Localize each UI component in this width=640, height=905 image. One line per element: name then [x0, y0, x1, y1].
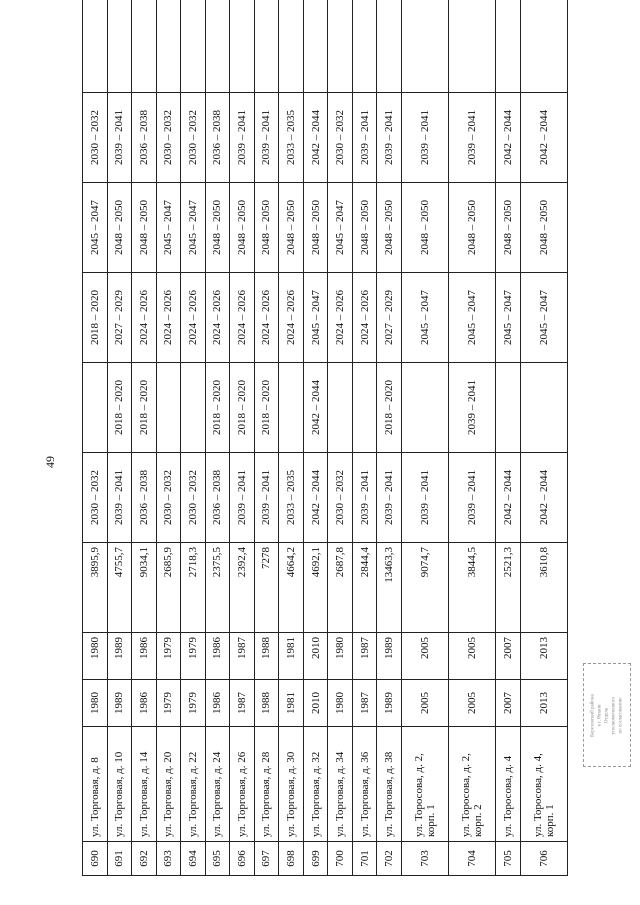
year-built-cell: 1981	[279, 680, 304, 727]
period-3-cell: 2024 – 2026	[279, 273, 304, 363]
period-5-cell: 2039 – 2041	[377, 93, 402, 183]
area-cell: 2718,3	[181, 543, 206, 633]
address-cell: ул. Торговая, д. 10	[107, 727, 132, 842]
period-5-cell: 2042 – 2044	[496, 93, 521, 183]
period-5-cell: 2039 – 2041	[230, 93, 255, 183]
period-5-cell: 2039 – 2041	[352, 93, 377, 183]
area-cell: 13463,3	[377, 543, 402, 633]
stamp	[583, 663, 631, 767]
address-cell: ул. Торговая, д. 20	[156, 727, 181, 842]
row-number-cell: 701	[352, 842, 377, 876]
period-1-cell: 2036 – 2038	[205, 453, 230, 543]
period-3-cell: 2045 – 2047	[303, 273, 328, 363]
period-3-cell: 2027 – 2029	[377, 273, 402, 363]
period-1-cell: 2039 – 2041	[254, 453, 279, 543]
year-built-cell: 1980	[83, 680, 108, 727]
area-cell: 3610,8	[520, 543, 567, 633]
period-1-cell: 2039 – 2041	[377, 453, 402, 543]
year-commissioned-cell: 1989	[377, 633, 402, 680]
period-4-cell: 2048 – 2050	[377, 183, 402, 273]
area-cell: 2844,4	[352, 543, 377, 633]
period-2-cell	[496, 363, 521, 453]
table-rotated-container	[82, 50, 568, 876]
year-built-cell: 1987	[230, 680, 255, 727]
year-built-cell: 1989	[377, 680, 402, 727]
table-row	[401, 0, 448, 876]
stamp-line: Березовский района в г. Рязани	[590, 693, 603, 737]
period-1-cell: 2030 – 2032	[156, 453, 181, 543]
empty-cell	[181, 0, 206, 93]
period-1-cell: 2042 – 2044	[303, 453, 328, 543]
row-number-cell: 703	[401, 842, 448, 876]
year-built-cell: 1989	[107, 680, 132, 727]
empty-cell	[279, 0, 304, 93]
area-cell: 7278	[254, 543, 279, 633]
table-row	[254, 0, 279, 876]
row-number-cell: 705	[496, 842, 521, 876]
period-3-cell: 2024 – 2026	[181, 273, 206, 363]
area-cell: 2685,9	[156, 543, 181, 633]
period-5-cell: 2030 – 2032	[83, 93, 108, 183]
year-built-cell: 2005	[401, 680, 448, 727]
period-2-cell: 2039 – 2041	[449, 363, 496, 453]
year-commissioned-cell: 1979	[181, 633, 206, 680]
table-row	[520, 0, 567, 876]
period-5-cell: 2036 – 2038	[205, 93, 230, 183]
period-4-cell: 2048 – 2050	[132, 183, 157, 273]
address-cell: ул. Торговая, д. 32	[303, 727, 328, 842]
period-4-cell: 2048 – 2050	[107, 183, 132, 273]
year-commissioned-cell: 2005	[449, 633, 496, 680]
page-number: 49	[42, 456, 57, 468]
period-5-cell: 2033 – 2035	[279, 93, 304, 183]
empty-cell	[496, 0, 521, 93]
period-5-cell: 2039 – 2041	[107, 93, 132, 183]
period-2-cell	[181, 363, 206, 453]
empty-cell	[352, 0, 377, 93]
year-built-cell: 2007	[496, 680, 521, 727]
year-built-cell: 1987	[352, 680, 377, 727]
address-cell: ул. Торговая, д. 28	[254, 727, 279, 842]
area-cell: 2687,8	[328, 543, 353, 633]
period-4-cell: 2048 – 2050	[254, 183, 279, 273]
empty-cell	[328, 0, 353, 93]
period-5-cell: 2039 – 2041	[401, 93, 448, 183]
year-built-cell: 1988	[254, 680, 279, 727]
year-commissioned-cell: 1988	[254, 633, 279, 680]
period-5-cell: 2036 – 2038	[132, 93, 157, 183]
period-5-cell: 2042 – 2044	[303, 93, 328, 183]
empty-cell	[449, 0, 496, 93]
period-3-cell: 2024 – 2026	[132, 273, 157, 363]
period-3-cell: 2045 – 2047	[496, 273, 521, 363]
year-commissioned-cell: 2010	[303, 633, 328, 680]
table-row	[377, 0, 402, 876]
row-number-cell: 690	[83, 842, 108, 876]
empty-cell	[401, 0, 448, 93]
stamp-text	[590, 692, 625, 738]
period-2-cell: 2018 – 2020	[205, 363, 230, 453]
address-cell: ул. Торговая, д. 8	[83, 727, 108, 842]
year-built-cell: 2005	[449, 680, 496, 727]
address-cell: ул. Торосова, д. 4	[496, 727, 521, 842]
year-commissioned-cell: 2013	[520, 633, 567, 680]
year-commissioned-cell: 1987	[352, 633, 377, 680]
period-1-cell: 2042 – 2044	[520, 453, 567, 543]
year-commissioned-cell: 1979	[156, 633, 181, 680]
year-commissioned-cell: 1987	[230, 633, 255, 680]
period-4-cell: 2048 – 2050	[352, 183, 377, 273]
period-2-cell	[83, 363, 108, 453]
period-5-cell: 2039 – 2041	[254, 93, 279, 183]
period-2-cell: 2042 – 2044	[303, 363, 328, 453]
stamp-line: по согласованию	[618, 697, 624, 733]
address-cell: ул. Торговая, д. 14	[132, 727, 157, 842]
period-2-cell	[328, 363, 353, 453]
period-1-cell: 2033 – 2035	[279, 453, 304, 543]
table-row	[156, 0, 181, 876]
period-2-cell	[156, 363, 181, 453]
empty-cell	[83, 0, 108, 93]
period-2-cell	[520, 363, 567, 453]
address-cell: ул. Торговая, д. 34	[328, 727, 353, 842]
row-number-cell: 696	[230, 842, 255, 876]
period-1-cell: 2036 – 2038	[132, 453, 157, 543]
address-cell: ул. Торговая, д. 24	[205, 727, 230, 842]
empty-cell	[205, 0, 230, 93]
period-3-cell: 2027 – 2029	[107, 273, 132, 363]
empty-cell	[377, 0, 402, 93]
period-5-cell: 2039 – 2041	[449, 93, 496, 183]
table-row	[352, 0, 377, 876]
period-3-cell: 2024 – 2026	[156, 273, 181, 363]
empty-cell	[520, 0, 567, 93]
period-4-cell: 2048 – 2050	[230, 183, 255, 273]
area-cell: 3844,5	[449, 543, 496, 633]
year-built-cell: 1979	[156, 680, 181, 727]
data-table	[82, 0, 568, 876]
period-2-cell	[352, 363, 377, 453]
period-4-cell: 2048 – 2050	[520, 183, 567, 273]
period-2-cell: 2018 – 2020	[107, 363, 132, 453]
year-built-cell: 2010	[303, 680, 328, 727]
row-number-cell: 699	[303, 842, 328, 876]
stamp-line: Отдела уполномоченного	[604, 696, 617, 734]
period-5-cell: 2042 – 2044	[520, 93, 567, 183]
period-1-cell: 2039 – 2041	[230, 453, 255, 543]
period-4-cell: 2045 – 2047	[328, 183, 353, 273]
period-4-cell: 2048 – 2050	[303, 183, 328, 273]
area-cell: 4755,7	[107, 543, 132, 633]
period-4-cell: 2048 – 2050	[401, 183, 448, 273]
table-row	[83, 0, 108, 876]
period-2-cell: 2018 – 2020	[230, 363, 255, 453]
period-1-cell: 2030 – 2032	[83, 453, 108, 543]
year-commissioned-cell: 2007	[496, 633, 521, 680]
table-row	[205, 0, 230, 876]
row-number-cell: 700	[328, 842, 353, 876]
period-2-cell	[401, 363, 448, 453]
period-1-cell: 2042 – 2044	[496, 453, 521, 543]
period-1-cell: 2039 – 2041	[352, 453, 377, 543]
table-row	[303, 0, 328, 876]
row-number-cell: 697	[254, 842, 279, 876]
row-number-cell: 693	[156, 842, 181, 876]
table-row	[181, 0, 206, 876]
period-4-cell: 2045 – 2047	[181, 183, 206, 273]
area-cell: 2521,3	[496, 543, 521, 633]
row-number-cell: 691	[107, 842, 132, 876]
row-number-cell: 694	[181, 842, 206, 876]
year-commissioned-cell: 1981	[279, 633, 304, 680]
table-row	[132, 0, 157, 876]
period-1-cell: 2030 – 2032	[181, 453, 206, 543]
address-cell: ул. Торосова, д. 2, корп. 2	[449, 727, 496, 842]
table-row	[449, 0, 496, 876]
table-row	[279, 0, 304, 876]
period-4-cell: 2045 – 2047	[83, 183, 108, 273]
table-row	[328, 0, 353, 876]
empty-cell	[156, 0, 181, 93]
area-cell: 2392,4	[230, 543, 255, 633]
address-cell: ул. Торговая, д. 30	[279, 727, 304, 842]
period-3-cell: 2024 – 2026	[328, 273, 353, 363]
period-3-cell: 2024 – 2026	[352, 273, 377, 363]
period-3-cell: 2045 – 2047	[449, 273, 496, 363]
period-1-cell: 2039 – 2041	[449, 453, 496, 543]
period-2-cell: 2018 – 2020	[254, 363, 279, 453]
year-built-cell: 1980	[328, 680, 353, 727]
period-3-cell: 2024 – 2026	[254, 273, 279, 363]
address-cell: ул. Торговая, д. 36	[352, 727, 377, 842]
area-cell: 2375,5	[205, 543, 230, 633]
row-number-cell: 702	[377, 842, 402, 876]
year-commissioned-cell: 1989	[107, 633, 132, 680]
period-4-cell: 2048 – 2050	[205, 183, 230, 273]
empty-cell	[132, 0, 157, 93]
row-number-cell: 698	[279, 842, 304, 876]
period-3-cell: 2045 – 2047	[520, 273, 567, 363]
table-row	[496, 0, 521, 876]
year-commissioned-cell: 1980	[328, 633, 353, 680]
period-3-cell: 2018 – 2020	[83, 273, 108, 363]
year-built-cell: 1979	[181, 680, 206, 727]
period-4-cell: 2048 – 2050	[496, 183, 521, 273]
table-row	[230, 0, 255, 876]
period-1-cell: 2039 – 2041	[107, 453, 132, 543]
area-cell: 9034,1	[132, 543, 157, 633]
area-cell: 4692,1	[303, 543, 328, 633]
row-number-cell: 704	[449, 842, 496, 876]
period-2-cell: 2018 – 2020	[132, 363, 157, 453]
period-4-cell: 2045 – 2047	[156, 183, 181, 273]
period-2-cell	[279, 363, 304, 453]
period-1-cell: 2030 – 2032	[328, 453, 353, 543]
address-cell: ул. Торговая, д. 26	[230, 727, 255, 842]
address-cell: ул. Торосова, д. 4, корп. 1	[520, 727, 567, 842]
period-5-cell: 2030 – 2032	[156, 93, 181, 183]
period-5-cell: 2030 – 2032	[181, 93, 206, 183]
table-body	[83, 0, 568, 876]
table-row	[107, 0, 132, 876]
address-cell: ул. Торговая, д. 22	[181, 727, 206, 842]
empty-cell	[107, 0, 132, 93]
period-4-cell: 2048 – 2050	[279, 183, 304, 273]
area-cell: 4664,2	[279, 543, 304, 633]
year-built-cell: 1986	[205, 680, 230, 727]
period-1-cell: 2039 – 2041	[401, 453, 448, 543]
period-2-cell: 2018 – 2020	[377, 363, 402, 453]
area-cell: 3895,9	[83, 543, 108, 633]
row-number-cell: 706	[520, 842, 567, 876]
empty-cell	[230, 0, 255, 93]
year-commissioned-cell: 1986	[205, 633, 230, 680]
empty-cell	[254, 0, 279, 93]
address-cell: ул. Торосова, д. 2, корп. 1	[401, 727, 448, 842]
empty-cell	[303, 0, 328, 93]
year-built-cell: 1986	[132, 680, 157, 727]
period-3-cell: 2045 – 2047	[401, 273, 448, 363]
period-4-cell: 2048 – 2050	[449, 183, 496, 273]
period-3-cell: 2024 – 2026	[205, 273, 230, 363]
year-commissioned-cell: 1980	[83, 633, 108, 680]
area-cell: 9074,7	[401, 543, 448, 633]
row-number-cell: 695	[205, 842, 230, 876]
period-3-cell: 2024 – 2026	[230, 273, 255, 363]
period-5-cell: 2030 – 2032	[328, 93, 353, 183]
address-cell: ул. Торговая, д. 38	[377, 727, 402, 842]
year-commissioned-cell: 2005	[401, 633, 448, 680]
row-number-cell: 692	[132, 842, 157, 876]
year-built-cell: 2013	[520, 680, 567, 727]
year-commissioned-cell: 1986	[132, 633, 157, 680]
